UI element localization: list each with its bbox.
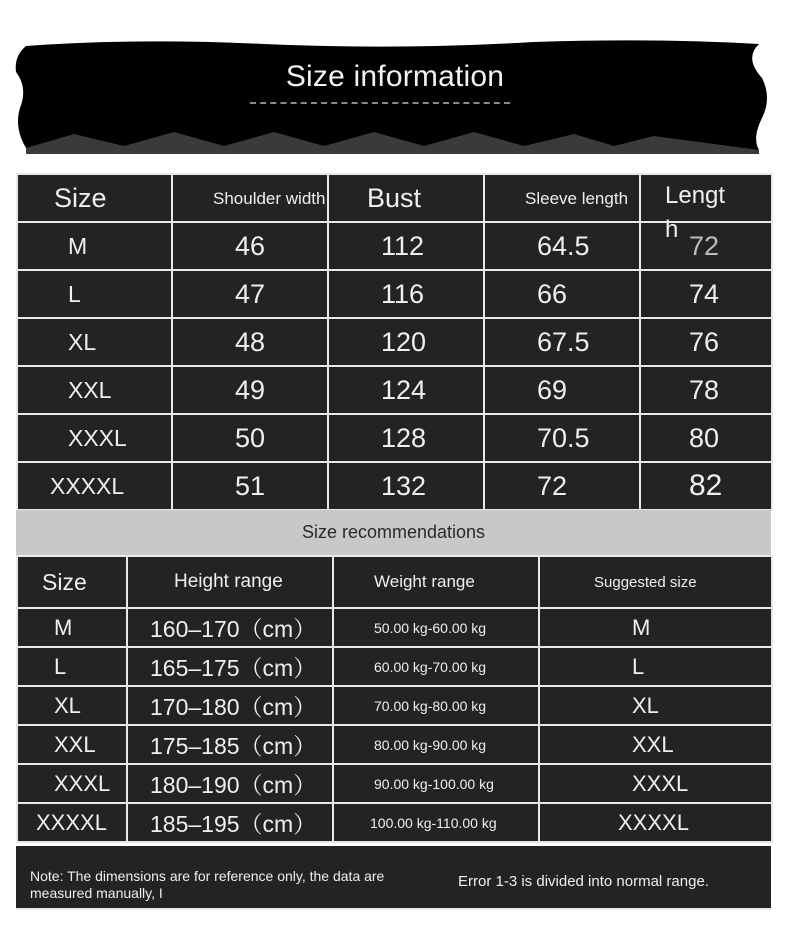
cell-weight: 100.00 kg-110.00 kg [333, 803, 539, 842]
cell-bust: 124 [328, 366, 484, 414]
cell-size: XXXXL [17, 462, 172, 510]
cell-shoulder: 49 [172, 366, 328, 414]
cell-suggested: M [539, 608, 772, 647]
cell-weight: 90.00 kg-100.00 kg [333, 764, 539, 803]
cell-size: XXL [17, 366, 172, 414]
cell-height: 170–180（cm） [127, 686, 333, 725]
cell-length: 80 [640, 414, 772, 462]
table-row [17, 608, 772, 647]
banner-title: Size information [285, 60, 505, 93]
cell-sleeve: 64.5 [484, 222, 640, 270]
cell-height: 180–190（cm） [127, 764, 333, 803]
cell-size: XXXL [17, 414, 172, 462]
header-length-label: Length [665, 182, 726, 243]
cell-bust: 112 [328, 222, 484, 270]
note-panel [16, 846, 771, 910]
table-row [17, 725, 772, 764]
table-row [17, 803, 772, 842]
header-weight-range: Weight range [333, 556, 539, 608]
cell-shoulder: 47 [172, 270, 328, 318]
cell-size: L [17, 647, 127, 686]
cell-length: 78 [640, 366, 772, 414]
header-shoulder-width: Shoulder width [172, 174, 328, 222]
title-banner [14, 38, 776, 156]
recommendations-header [17, 556, 772, 608]
table-row [17, 686, 772, 725]
table-row [17, 462, 772, 510]
cell-length: 72 [640, 222, 772, 270]
cell-sleeve: 69 [484, 366, 640, 414]
cell-sleeve: 67.5 [484, 318, 640, 366]
header-suggested-size: Suggested size [539, 556, 772, 608]
cell-size: XXXXL [17, 803, 127, 842]
cell-suggested: XXXXL [539, 803, 772, 842]
cell-bust: 128 [328, 414, 484, 462]
cell-size: XXXL [17, 764, 127, 803]
cell-height: 185–195（cm） [127, 803, 333, 842]
cell-length: 74 [640, 270, 772, 318]
cell-weight: 80.00 kg-90.00 kg [333, 725, 539, 764]
cell-length: 76 [640, 318, 772, 366]
cell-size: M [17, 222, 172, 270]
table-row [17, 318, 772, 366]
cell-shoulder: 51 [172, 462, 328, 510]
size-table-header [17, 174, 772, 222]
cell-bust: 120 [328, 318, 484, 366]
cell-suggested: XL [539, 686, 772, 725]
table-row [17, 764, 772, 803]
cell-shoulder: 50 [172, 414, 328, 462]
header-length [640, 174, 772, 243]
table-row [17, 366, 772, 414]
size-table [16, 173, 773, 511]
cell-sleeve: 66 [484, 270, 640, 318]
cell-weight: 50.00 kg-60.00 kg [333, 608, 539, 647]
cell-height: 175–185（cm） [127, 725, 333, 764]
header-height-range: Height range [127, 556, 333, 608]
cell-bust: 132 [328, 462, 484, 510]
banner-dash-divider [250, 102, 510, 106]
table-row [17, 222, 772, 270]
cell-suggested: L [539, 647, 772, 686]
cell-height: 165–175（cm） [127, 647, 333, 686]
table-row [17, 414, 772, 462]
cell-length: 82 [640, 462, 772, 510]
cell-weight: 70.00 kg-80.00 kg [333, 686, 539, 725]
header-sleeve-length: Sleeve length [484, 174, 640, 222]
cell-shoulder: 46 [172, 222, 328, 270]
cell-weight: 60.00 kg-70.00 kg [333, 647, 539, 686]
cell-size: XL [17, 686, 127, 725]
table-row [17, 647, 772, 686]
cell-size: XL [17, 318, 172, 366]
banner-shape [14, 38, 776, 156]
header-size: Size [17, 556, 127, 608]
cell-size: XXL [17, 725, 127, 764]
cell-height: 160–170（cm） [127, 608, 333, 647]
cell-sleeve: 70.5 [484, 414, 640, 462]
cell-sleeve: 72 [484, 462, 640, 510]
cell-suggested: XXL [539, 725, 772, 764]
table-row [17, 270, 772, 318]
header-size: Size [17, 174, 172, 222]
cell-shoulder: 48 [172, 318, 328, 366]
recommendations-title-bar: Size recommendations [16, 510, 771, 555]
header-bust: Bust [328, 174, 484, 222]
cell-size: L [17, 270, 172, 318]
note-error-range: Error 1-3 is divided into normal range. [458, 873, 709, 890]
cell-bust: 116 [328, 270, 484, 318]
cell-size: M [17, 608, 127, 647]
cell-suggested: XXXL [539, 764, 772, 803]
recommendations-table [16, 555, 773, 843]
note-disclaimer: Note: The dimensions are for reference only, the data are measured manually, I [30, 868, 385, 901]
